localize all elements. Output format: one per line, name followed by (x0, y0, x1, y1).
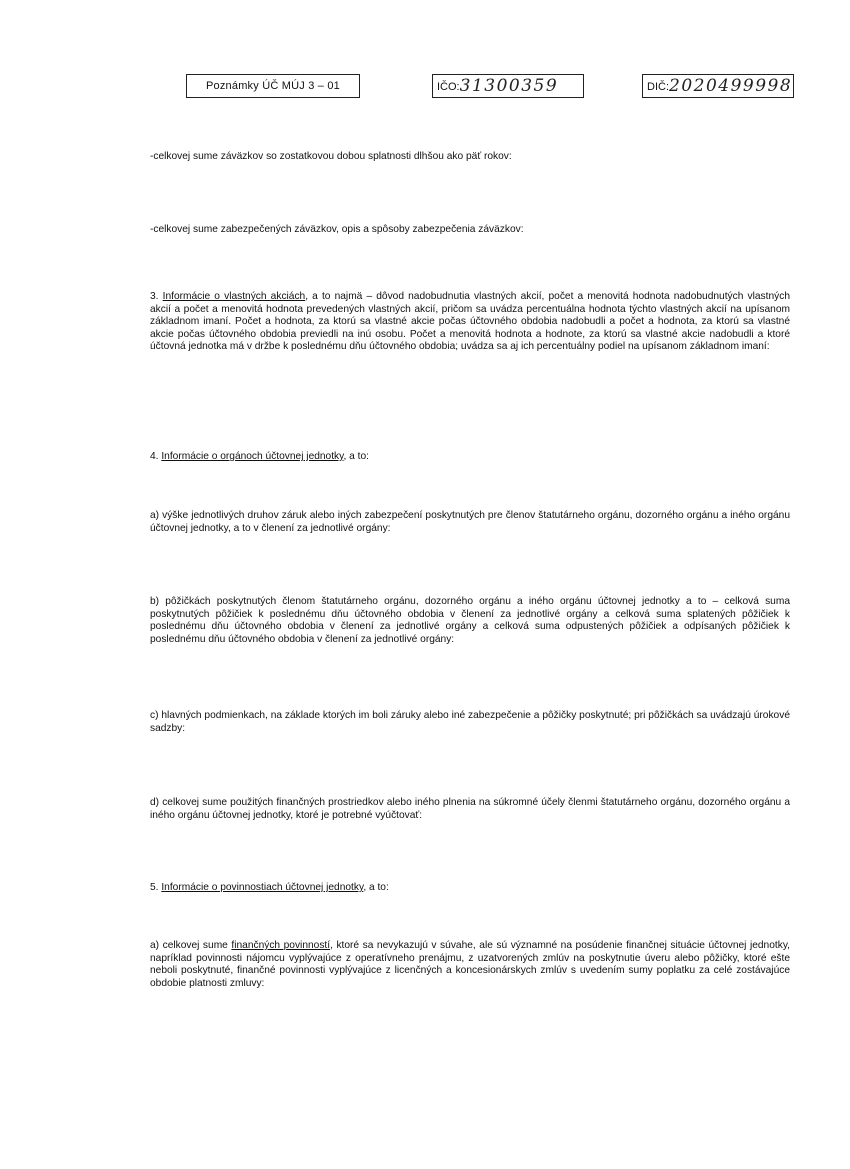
section-5-text: , a to: (363, 882, 389, 893)
paragraph-long-term-liabilities: -celkovej sume záväzkov so zostatkovou dobou splatnosti dlhšou ako päť rokov: (150, 151, 512, 162)
ico-value-handwritten: 31300359 (459, 76, 559, 96)
section-5a-text: , ktoré sa nevykazujú v súvahe, ale sú významné na posúdenie finančnej situácie účtovnej jednotky, napríklad povinnosti nájomcu vyplývajúce z operatívneho prenájmu, z uzatvorených zmlúv na poskytnutie úveru alebo pôžičky, ktoré ešte neboli poskytnuté, finančné povinnosti vyplývajúce z licenčných a koncesionárskych zmlúv s uvedením sumy poplatku za celé zostávajúce obdobie platnosti zmluvy: (150, 940, 790, 989)
dic-value-handwritten: 2020499998 (669, 76, 793, 96)
paragraph-secured-liabilities: -celkovej sume zabezpečených záväzkov, opis a spôsoby zabezpečenia záväzkov: (150, 224, 524, 235)
paragraph-obligations (150, 882, 790, 895)
paragraph-4a-guarantees: a) výške jednotlivých druhov záruk alebo iných zabezpečení poskytnutých pre členov štatutárneho orgánu, dozorného orgánu a iného orgánu účtovnej jednotky, a to v členení za jednotlivé orgány: (150, 510, 790, 534)
ico-label: IČO: (437, 81, 460, 93)
section-4-heading: Informácie o orgánoch účtovnej jednotky (161, 451, 344, 462)
paragraph-own-shares (150, 291, 790, 354)
ico-box (432, 74, 584, 98)
section-3-text: , a to najmä – dôvod nadobudnutia vlastných akcií, počet a menovitá hodnota nadobudnutých vlastných akcií a počet a menovitá hodnota prevedených vlastných akcií, pričom sa uvádza percentuálna hodnota týchto vlastných akcií na upísanom základnom imaní. Počet a hodnota, za ktorú sa vlastné akcie počas účtovného obdobia nadobudli a počet a hodnota, za ktorú sa vlastné akcie počas účtovného obdobia previedli na inú osobu. Počet a menovitá hodnota a hodnote, za ktorú sa vlastné akcie nadobudli a ktoré účtovná jednotka má v držbe k poslednému dňu účtovného obdobia; uvádza sa aj ich percentuálny podiel na upísanom základnom imaní: (150, 291, 790, 353)
section-5a-prefix: a) celkovej sume (150, 940, 232, 951)
section-5a-underlined-term: finančných povinností (231, 940, 331, 951)
paragraph-4b-loans: b) pôžičkách poskytnutých členom štatutárneho orgánu, dozorného orgánu a iného orgánu účtovnej jednotky a to – celková suma poskytnutých pôžičiek k poslednému dňu účtovného obdobia v členení za jednotlivé orgány a celková suma splatených pôžičiek k poslednému dňu účtovného obdobia v členení za jednotlivé orgány a celková suma odpustených pôžičiek a odpísaných pôžičiek k poslednému dňu účtovného obdobia v členení za jednotlivé orgány: (150, 596, 790, 645)
section-5-number: 5. (150, 882, 162, 893)
notes-header-box (186, 74, 360, 98)
paragraph-bodies (150, 451, 790, 464)
paragraph-4c-conditions: c) hlavných podmienkach, na základe ktorých im boli záruky alebo iné zabezpečenie a pôžičky poskytnuté; pri pôžičkách sa uvádzajú úrokové sadzby: (150, 710, 790, 734)
section-3-heading: Informácie o vlastných akciách (162, 291, 306, 302)
section-5-heading: Informácie o povinnostiach účtovnej jednotky (161, 882, 364, 893)
dic-label: DIČ: (647, 81, 669, 93)
paragraph-4d-private-use: d) celkovej sume použitých finančných prostriedkov alebo iného plnenia na súkromné účely členmi štatutárneho orgánu, dozorného orgánu a iného orgánu účtovnej jednotky, ktoré je potrebné vyúčtovať: (150, 797, 790, 821)
section-4-number: 4. (150, 451, 162, 462)
paragraph-5a-financial-obligations (150, 940, 790, 990)
section-4-text: , a to: (343, 451, 369, 462)
section-3-number: 3. (150, 291, 163, 302)
dic-box (642, 74, 794, 98)
notes-header-label: Poznámky ÚČ MÚJ 3 – 01 (206, 80, 340, 92)
